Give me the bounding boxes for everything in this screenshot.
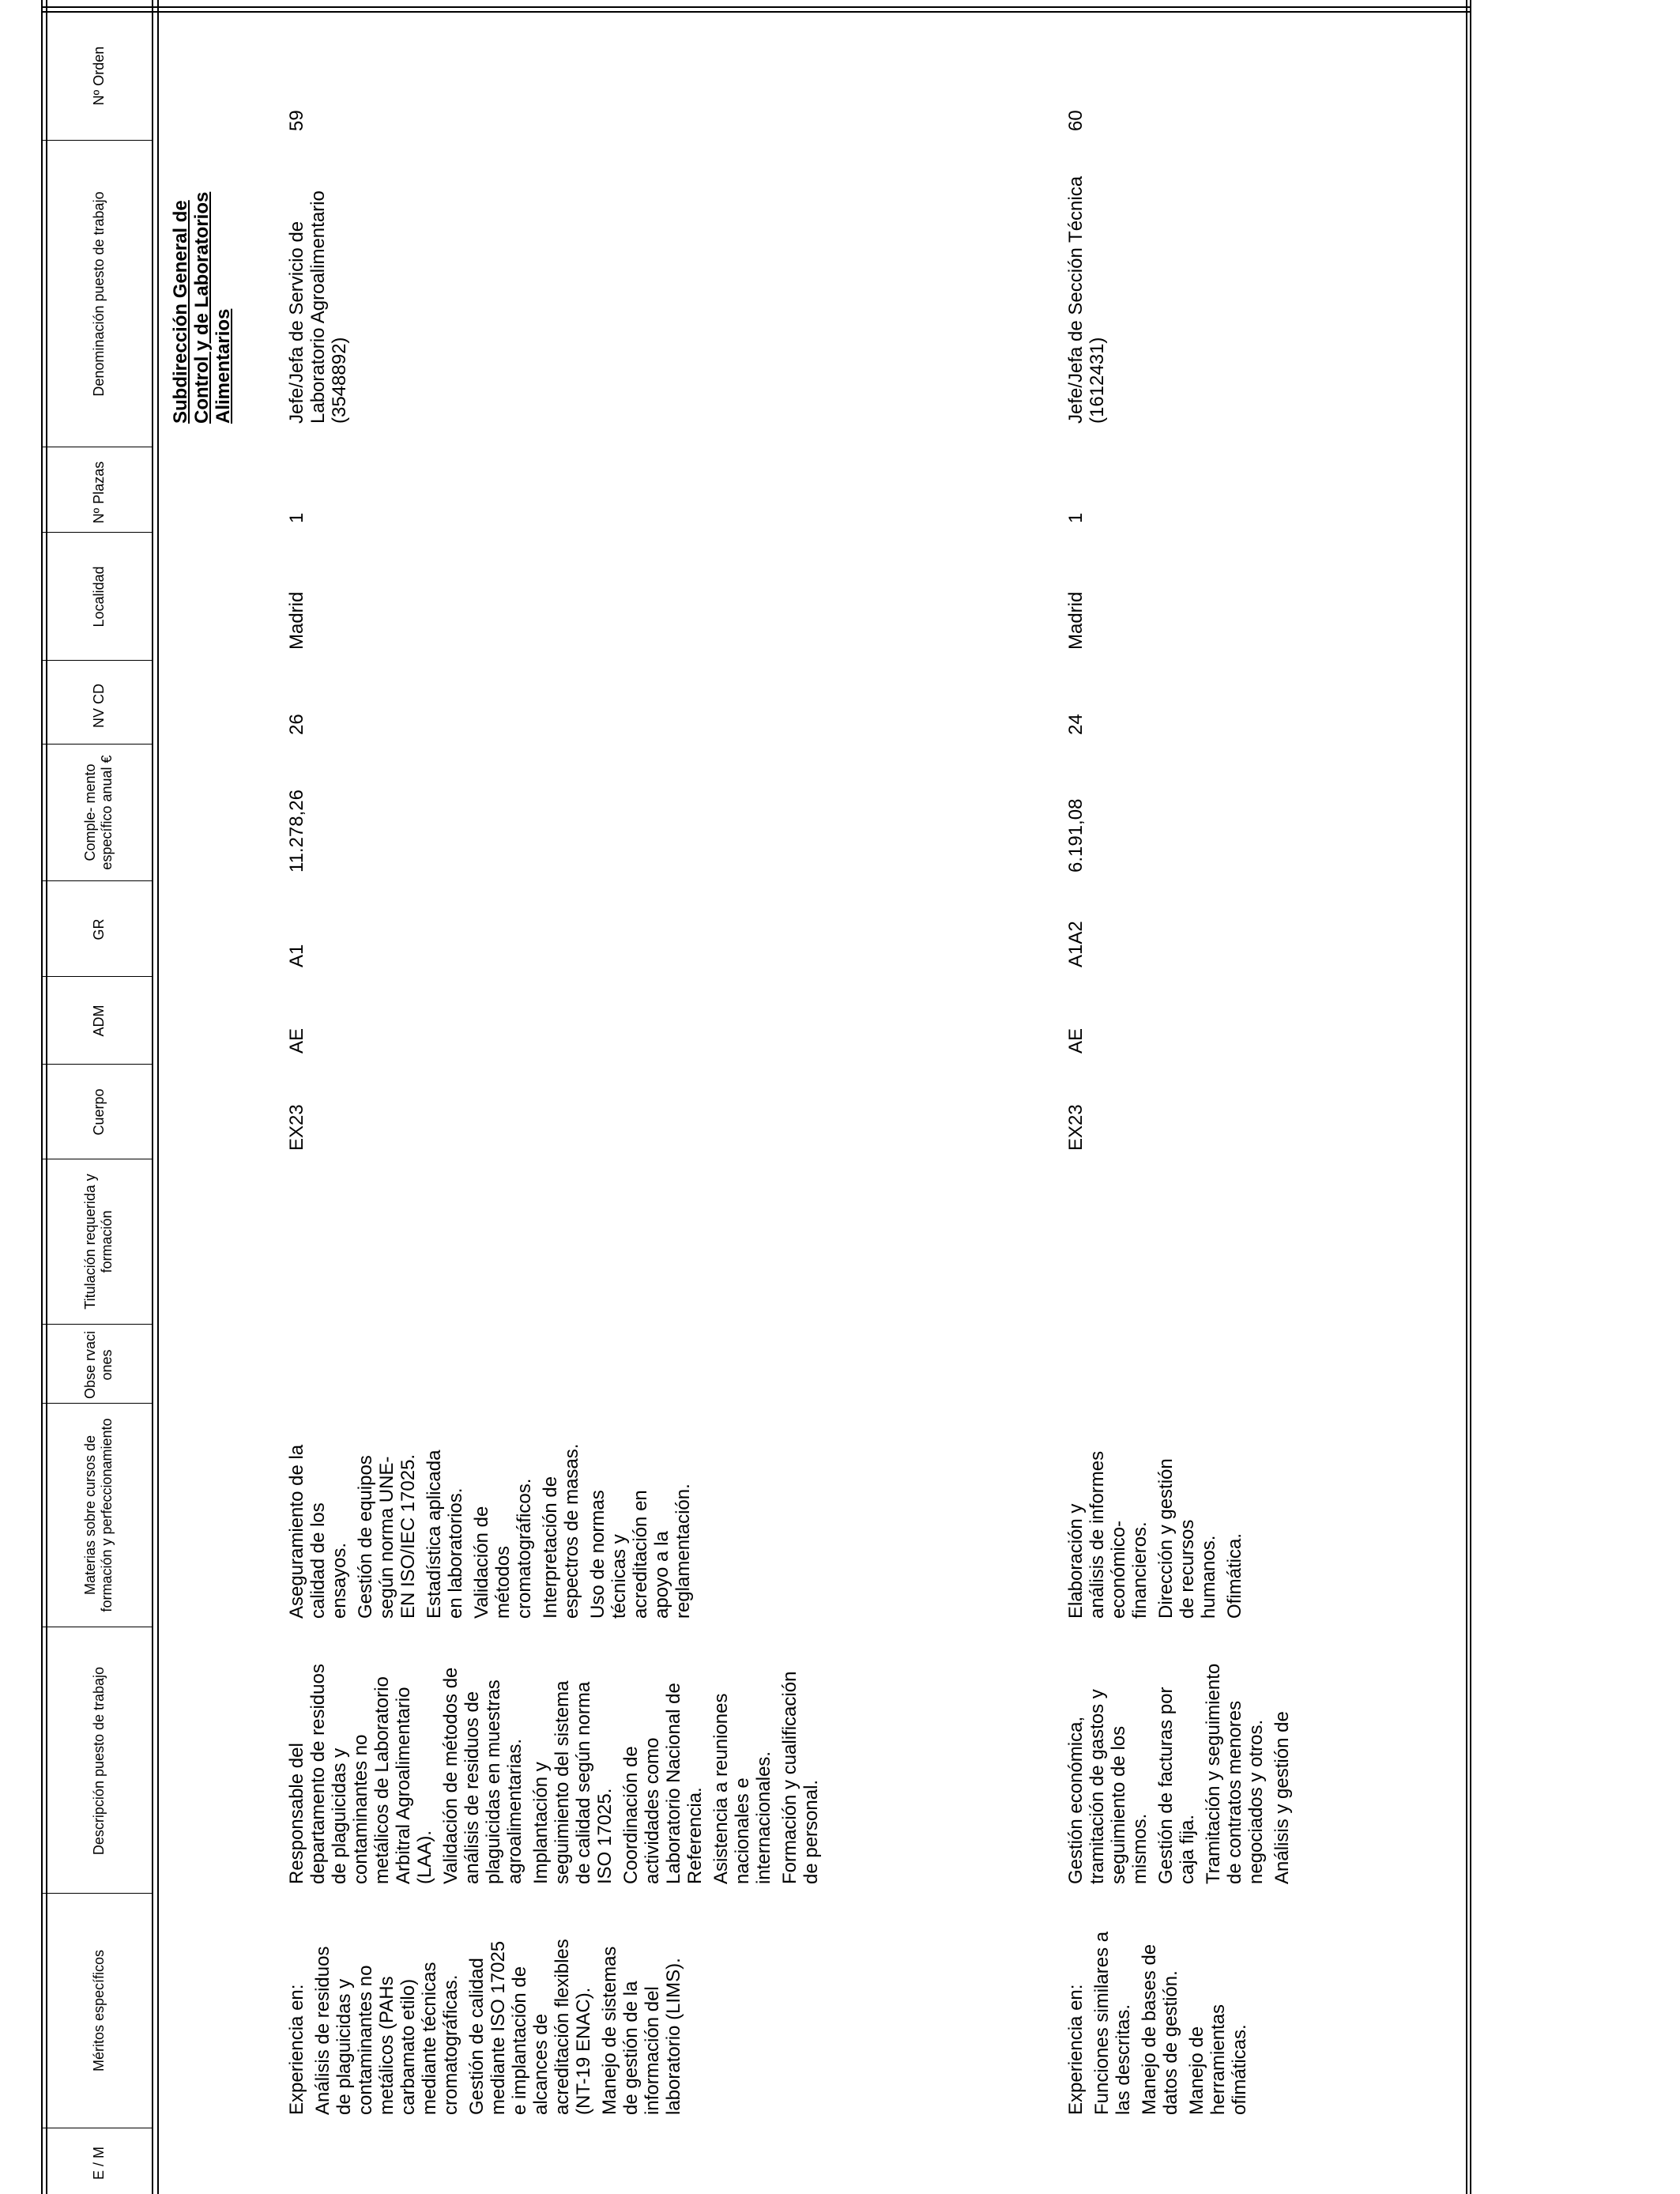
frame-line-header-1 xyxy=(152,0,153,2194)
row60-materias xyxy=(1065,1441,1250,1619)
row60-descripcion-item: Análisis y gestión de xyxy=(1271,1711,1293,1884)
row59-merito: Análisis de residuos de plaguicidas y contaminantes no metálicos (PAHs carbamato etilo) mediante técnicas cromatográficas. xyxy=(312,1946,461,2115)
frame-line-top-1 xyxy=(1466,0,1467,2194)
header-descripcion: Descripción puesto de trabajo xyxy=(90,1666,107,1856)
row60-descripcion-item: Tramitación y seguimiento de contratos menores negociados y otros. xyxy=(1203,1663,1267,1884)
col-sep-10 xyxy=(41,1324,153,1325)
row59-descripcion-item: Responsable del departamento de residuos de plaguicidas y contaminantes no metálicos de Laboratorio Arbitral Agroalimentario (LAA). xyxy=(286,1664,435,1884)
row60-localidad: Madrid xyxy=(1065,591,1087,650)
row60-merito: Manejo de herramientas ofimáticas. xyxy=(1186,2004,1250,2115)
header-meritos: Méritos específicos xyxy=(90,1949,107,2072)
row60-denominacion: Jefe/Jefa de Sección Técnica (1612431) xyxy=(1065,175,1108,424)
header-em: E / M xyxy=(90,2147,107,2181)
header-complemento: Comple- mento específico anual € xyxy=(82,755,115,870)
col-sep-11 xyxy=(41,1403,153,1404)
row60-descripcion xyxy=(1065,1663,1298,1884)
row59-localidad: Madrid xyxy=(286,591,307,650)
row59-descripcion-item: Implantación y seguimiento del sistema de calidad según norma ISO 17025. xyxy=(530,1680,616,1884)
row60-nvcd: 24 xyxy=(1065,714,1087,735)
row59-merito: Manejo de sistemas de gestión de la información del laboratorio (LIMS). xyxy=(599,1946,684,2115)
row59-descripcion-item: Validación de métodos de análisis de residuos de plaguicidas en muestras agroalimentarias. xyxy=(440,1667,525,1884)
col-sep-6 xyxy=(41,880,153,881)
header-observaciones: Obse rvaci ones xyxy=(82,1330,115,1400)
row59-adm: AE xyxy=(286,1027,307,1054)
frame-line-top-2 xyxy=(1470,0,1471,2194)
col-sep-3 xyxy=(41,532,153,533)
row59-merito: Experiencia en: xyxy=(286,1984,307,2115)
row60-descripcion-item: Gestión económica, tramitación de gastos y seguimiento de los mismos. xyxy=(1065,1689,1151,1884)
row59-materia: Aseguramiento de la calidad de los ensayos. xyxy=(286,1444,350,1619)
row59-merito: Gestión de calidad mediante ISO 17025 e implantación de alcances de acreditación flexibles (NT-19 ENAC). xyxy=(466,1939,594,2115)
col-sep-1 xyxy=(41,140,153,141)
row59-gr: A1 xyxy=(286,944,307,967)
row60-complemento: 6.191,08 xyxy=(1065,798,1087,873)
section-title: Subdirección General de Control y de Laboratorios Alimentarios xyxy=(170,191,234,424)
col-sep-7 xyxy=(41,976,153,977)
row59-materia: Validación de métodos cromatográficos. xyxy=(471,1478,535,1619)
row60-adm: AE xyxy=(1065,1027,1087,1054)
frame-line-bottom-1 xyxy=(41,0,43,2194)
row60-materia: Elaboración y análisis de informes económico-financieros. xyxy=(1065,1450,1151,1619)
frame-line-left-2 xyxy=(41,6,1471,8)
row60-merito: Manejo de bases de datos de gestión. xyxy=(1139,1943,1181,2115)
header-adm: ADM xyxy=(90,1005,107,1037)
col-sep-4 xyxy=(41,660,153,661)
row59-materias xyxy=(286,1441,699,1619)
header-denominacion: Denominación puesto de trabajo xyxy=(90,191,107,397)
header-cuerpo: Cuerpo xyxy=(90,1088,107,1136)
frame-line-left-1 xyxy=(41,11,1471,13)
row59-nvcd: 26 xyxy=(286,714,307,735)
row59-materia: Estadística aplicada en laboratorios. xyxy=(424,1449,466,1619)
row59-orden: 59 xyxy=(286,110,307,131)
row59-denominacion: Jefe/Jefa de Servicio de Laboratorio Agroalimentario (3548892) xyxy=(286,190,350,424)
row59-descripcion-item: Formación y cualificación de personal. xyxy=(779,1671,822,1884)
row59-descripcion xyxy=(286,1663,827,1884)
row60-merito: Experiencia en: xyxy=(1065,1984,1087,2115)
row59-materia: Interpretación de espectros de masas. xyxy=(540,1443,582,1619)
frame-line-header-2 xyxy=(157,0,159,2194)
header-materias: Materias sobre cursos de formación y perfeccionamiento xyxy=(82,1418,115,1612)
row60-gr: A1A2 xyxy=(1065,921,1087,967)
row60-meritos xyxy=(1065,1925,1255,2115)
header-nvcd: NV CD xyxy=(90,684,107,729)
header-titulacion: Titulación requerida y formación xyxy=(82,1174,115,1310)
row59-descripcion-item: Coordinación de actividades como Laboratorio Nacional de Referencia. xyxy=(620,1683,706,1884)
row60-cuerpo: EX23 xyxy=(1065,1104,1087,1151)
row60-merito: Funciones similares a las descritas. xyxy=(1091,1931,1134,2115)
col-sep-5 xyxy=(41,744,153,745)
header-plazas: Nº Plazas xyxy=(90,461,107,524)
row60-descripcion-item: Gestión de facturas por caja fija. xyxy=(1155,1687,1198,1884)
header-localidad: Localidad xyxy=(90,566,107,628)
row59-plazas: 1 xyxy=(286,512,307,523)
row60-plazas: 1 xyxy=(1065,512,1087,523)
header-gr: GR xyxy=(90,918,107,941)
header-orden: Nº Orden xyxy=(90,46,107,106)
row60-materia: Dirección y gestión de recursos humanos. xyxy=(1155,1458,1219,1619)
row60-materia: Ofimática. xyxy=(1224,1532,1245,1619)
row59-complemento: 11.278,26 xyxy=(286,790,307,873)
row59-cuerpo: EX23 xyxy=(286,1104,307,1151)
row59-materia: Gestión de equipos según norma UNE-EN ISO/IEC 17025. xyxy=(355,1453,419,1619)
col-sep-13 xyxy=(41,1893,153,1894)
row59-meritos xyxy=(286,1925,689,2115)
row59-descripcion-item: Asistencia a reuniones nacionales e internacionales. xyxy=(710,1693,774,1884)
row60-orden: 60 xyxy=(1065,110,1087,131)
row59-materia: Uso de normas técnicas y acreditación en apoyo a la reglamentación. xyxy=(587,1483,694,1619)
col-sep-8 xyxy=(41,1064,153,1065)
